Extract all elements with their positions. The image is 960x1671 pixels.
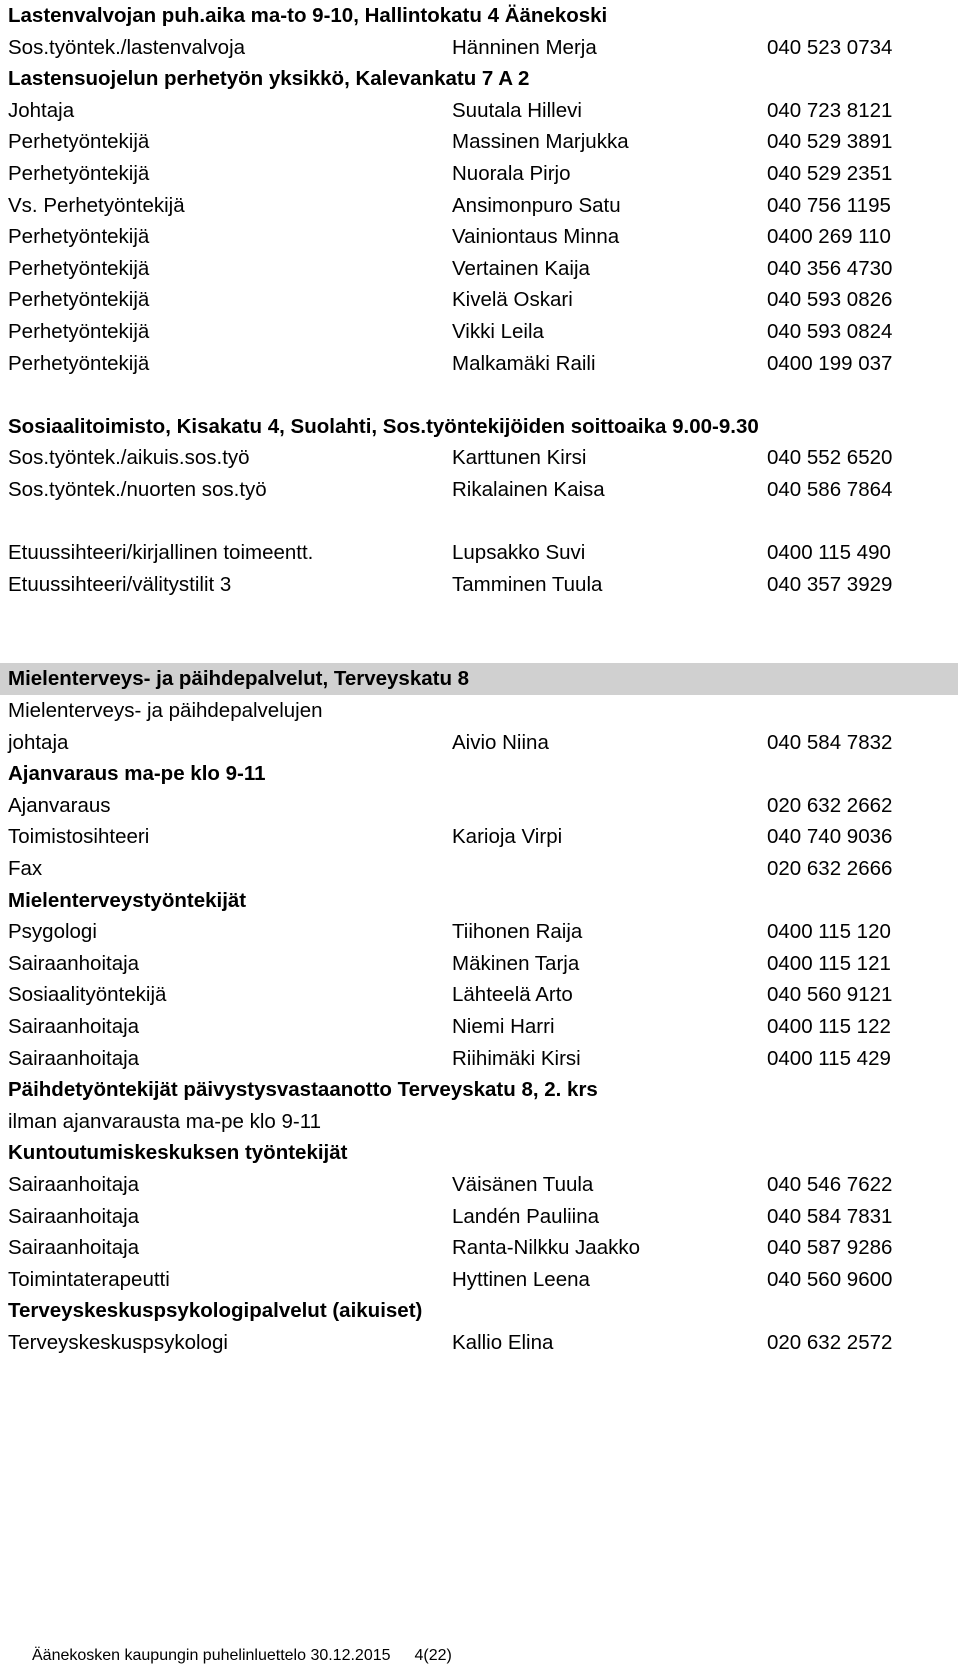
phone-number: 040 593 0826 [767,288,893,312]
role-label: Sairaanhoitaja [8,1015,140,1038]
directory-row [0,790,960,822]
person-name: Lupsakko Suvi [452,541,586,565]
role-label: Sosiaalityöntekijä [8,983,167,1007]
section-heading [0,1137,960,1169]
role-label: Sairaanhoitaja [8,951,140,975]
section-heading [0,63,960,95]
directory-row [0,126,960,158]
phone-number: 040 523 0734 [767,35,893,59]
person-name: Karioja Virpi [452,825,563,849]
section-heading [0,885,960,917]
section-heading [0,411,960,443]
phone-number: 020 632 2666 [767,857,893,881]
directory-row [0,32,960,64]
phone-number: 040 586 7864 [767,477,893,501]
person-name: Hänninen Merja [452,35,597,59]
heading-text: Terveyskeskuspsykologipalvelut (aikuiset) [8,1299,423,1323]
role-label: Perhetyöntekijä [8,256,150,280]
heading-text: Kuntoutumiskeskuksen työntekijät [8,1141,348,1165]
directory-row [0,1327,960,1359]
role-label: Perhetyöntekijä [8,288,150,312]
person-name: Kallio Elina [452,1330,554,1354]
phone-number: 0400 199 037 [767,351,893,375]
phone-number: 020 632 2662 [767,793,893,817]
phone-number: 040 356 4730 [767,256,893,280]
role-label: johtaja [8,730,69,754]
phone-number: 020 632 2572 [767,1330,893,1354]
directory-row [0,1232,960,1264]
directory-row [0,853,960,885]
phone-number: 0400 115 490 [767,541,891,565]
role-label: Perhetyöntekijä [8,225,150,249]
page-number: 4(22) [414,1647,452,1664]
section-heading [0,0,960,32]
person-name: Nuorala Pirjo [452,161,571,185]
role-label: Sairaanhoitaja [8,1172,140,1196]
phone-number: 0400 115 121 [767,951,891,975]
phone-number: 040 756 1195 [767,193,891,217]
directory-row [0,316,960,348]
directory-row [0,253,960,285]
person-name: Vikki Leila [452,319,544,343]
directory-row [0,1169,960,1201]
role-label: Sos.työntek./lastenvalvoja [8,35,246,59]
spacer [0,379,960,411]
role-label: Perhetyöntekijä [8,319,150,343]
directory-row [0,95,960,127]
heading-text: Mielenterveystyöntekijät [8,888,247,912]
role-label: Etuussihteeri/välitystilit 3 [8,572,232,596]
spacer [0,506,960,538]
phone-number: 0400 115 429 [767,1046,891,1070]
person-name: Kivelä Oskari [452,288,573,312]
heading-text: Ajanvaraus ma-pe klo 9-11 [8,762,266,786]
phone-number: 040 357 3929 [767,572,893,596]
directory-row [0,537,960,569]
phone-number: 040 584 7831 [767,1204,893,1228]
person-name: Ranta-Nilkku Jaakko [452,1236,640,1260]
directory-row [0,916,960,948]
directory-row [0,474,960,506]
directory-row [0,284,960,316]
role-label: Terveyskeskuspsykologi [8,1330,228,1354]
person-name: Mäkinen Tarja [452,951,580,975]
person-name: Landén Pauliina [452,1204,600,1228]
person-name: Vainiontaus Minna [452,225,620,249]
role-label: Perhetyöntekijä [8,130,150,154]
person-name: Malkamäki Raili [452,351,596,375]
phone-number: 0400 115 122 [767,1015,891,1038]
phone-number: 040 587 9286 [767,1236,893,1260]
role-label: Fax [8,857,43,881]
phone-number: 040 740 9036 [767,825,893,849]
person-name: Suutala Hillevi [452,98,582,122]
person-name: Massinen Marjukka [452,130,629,154]
phone-number: 040 529 3891 [767,130,893,154]
section-heading [0,1074,960,1106]
phone-number: 0400 115 120 [767,920,891,944]
role-label: Perhetyöntekijä [8,351,150,375]
role-label: Sos.työntek./aikuis.sos.työ [8,446,250,470]
directory-row [0,948,960,980]
directory-row [0,695,960,727]
role-label: Toimintaterapeutti [8,1267,170,1291]
phone-number: 040 529 2351 [767,161,893,185]
phone-number: 040 560 9600 [767,1267,893,1291]
role-label: Sairaanhoitaja [8,1204,140,1228]
person-name: Aivio Niina [452,730,549,754]
phone-number: 040 552 6520 [767,446,893,470]
directory-row [0,979,960,1011]
role-label: Perhetyöntekijä [8,161,150,185]
phone-number: 040 546 7622 [767,1172,893,1196]
person-name: Tamminen Tuula [452,572,603,596]
phone-number: 040 560 9121 [767,983,893,1007]
person-name: Tiihonen Raija [452,920,583,944]
person-name: Hyttinen Leena [452,1267,590,1291]
spacer [0,600,960,663]
person-name: Lähteelä Arto [452,983,573,1007]
directory-row [0,1264,960,1296]
role-label: Toimistosihteeri [8,825,150,849]
directory-row [0,190,960,222]
person-name: Väisänen Tuula [452,1172,594,1196]
person-name: Karttunen Kirsi [452,446,587,470]
heading-text: Päihdetyöntekijät päivystysvastaanotto Terveyskatu 8, 2. krs [8,1078,598,1102]
role-label: Sos.työntek./nuorten sos.työ [8,477,267,501]
phone-number: 040 723 8121 [767,98,893,122]
role-label: ilman ajanvarausta ma-pe klo 9-11 [8,1109,321,1133]
person-name: Niemi Harri [452,1015,555,1038]
role-label: Sairaanhoitaja [8,1046,140,1070]
section-heading [0,1295,960,1327]
footer-title: Äänekosken kaupungin puhelinluettelo 30.12.2015 [32,1647,391,1664]
role-label: Psygologi [8,920,97,944]
phone-number: 040 593 0824 [767,319,893,343]
directory-row [0,569,960,601]
heading-text: Sosiaalitoimisto, Kisakatu 4, Suolahti, Sos.työntekijöiden soittoaika 9.00-9.30 [8,414,759,438]
heading-text: Mielenterveys- ja päihdepalvelut, Terveyskatu 8 [8,667,470,691]
person-name: Vertainen Kaija [452,256,590,280]
section-heading [0,758,960,790]
heading-text: Lastenvalvojan puh.aika ma-to 9-10, Hallintokatu 4 Äänekoski [8,4,608,27]
page-footer [32,1647,452,1665]
directory-row [0,348,960,380]
directory-row [0,442,960,474]
directory-row [0,1201,960,1233]
directory-row [0,1011,960,1043]
role-label: Etuussihteeri/kirjallinen toimeentt. [8,541,314,565]
role-label: Johtaja [8,98,75,122]
person-name: Rikalainen Kaisa [452,477,605,501]
role-label: Ajanvaraus [8,793,111,817]
person-name: Ansimonpuro Satu [452,193,621,217]
directory-row [0,1106,960,1138]
role-label: Sairaanhoitaja [8,1236,140,1260]
phone-number: 040 584 7832 [767,730,893,754]
phone-number: 0400 269 110 [767,225,891,249]
directory-row [0,1043,960,1075]
heading-text: Lastensuojelun perhetyön yksikkö, Kalevankatu 7 A 2 [8,67,530,91]
section-heading [0,663,958,695]
role-label: Vs. Perhetyöntekijä [8,193,185,217]
person-name: Riihimäki Kirsi [452,1046,581,1070]
directory-row [0,158,960,190]
directory-row [0,727,960,759]
role-label: Mielenterveys- ja päihdepalvelujen [8,699,323,723]
directory-row [0,821,960,853]
directory-row [0,221,960,253]
